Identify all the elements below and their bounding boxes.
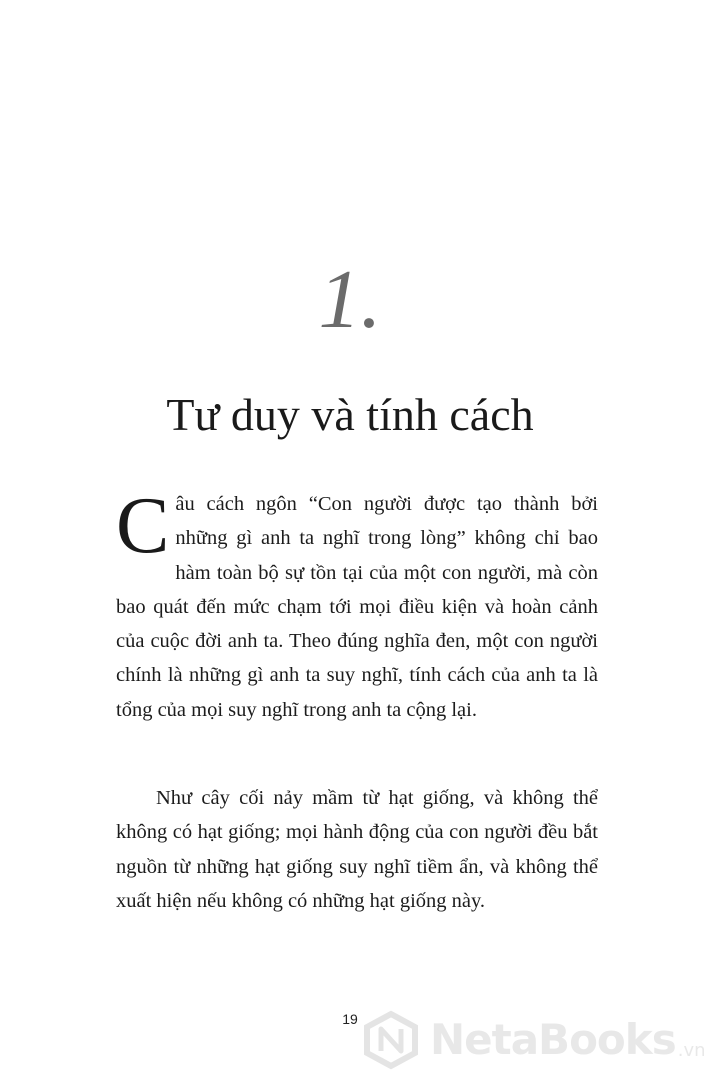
- drop-cap-letter: C: [116, 482, 170, 570]
- paragraph-1: [116, 482, 598, 727]
- chapter-title: Tư duy và tính cách: [166, 389, 534, 440]
- watermark-suffix: .vn: [677, 1040, 706, 1061]
- page-number: 19: [342, 1011, 358, 1027]
- chapter-number: 1.: [318, 253, 382, 346]
- watermark-brand: NetaBooks: [430, 1015, 676, 1064]
- watermark: [362, 1005, 706, 1075]
- netabooks-logo-icon: [362, 1011, 420, 1069]
- paragraph-1-text: âu cách ngôn “Con người được tạo thành bởi những gì anh ta nghĩ trong lòng” không chỉ bao hàm toàn bộ sự tồn tại của một con người, mà còn bao quát đến mức chạm tới mọi điều kiện và hoàn cảnh của cuộc đời anh ta. Theo đúng nghĩa đen, một con người chính là những gì anh ta suy nghĩ, tính cách của anh ta là tổng của mọi suy nghĩ trong anh ta cộng lại.: [116, 493, 598, 721]
- paragraph-2: Như cây cối nảy mầm từ hạt giống, và không thể không có hạt giống; mọi hành động của con người đều bắt nguồn từ những hạt giống suy nghĩ tiềm ẩn, và không thể xuất hiện nếu không có những hạt giống này.: [116, 787, 598, 912]
